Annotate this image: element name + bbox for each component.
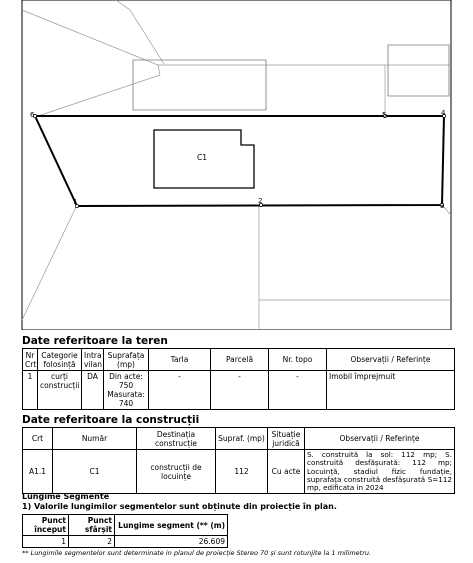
point-label: 5	[382, 111, 387, 119]
segments-subtitle: 1) Valorile lungimilor segmentelor sunt obținute din proiecție în plan.	[22, 502, 337, 511]
point-label: 1	[73, 198, 78, 206]
suprafata-masurata: Masurata: 740	[107, 390, 145, 408]
col-header: Nr Crt	[23, 349, 38, 371]
cell-tarla: -	[149, 371, 211, 410]
point-label: 4	[441, 109, 446, 117]
suprafata-acte: Din acte: 750	[109, 372, 143, 390]
col-header: Punct sfârșit	[69, 515, 115, 536]
cell-intravilan: DA	[82, 371, 104, 410]
footnote: ** Lungimile segmentelor sunt determinate in planul de proiecție Stereo 70 și sunt rotunjite la 1 milimetru.	[22, 549, 372, 557]
table-header-row	[23, 428, 455, 450]
point-label: 3	[440, 202, 445, 210]
point-label: 6	[30, 111, 35, 119]
cell-observatii: S. construită la sol: 112 mp; S. construită desfășurată: 112 mp; Locuință, stadiul fizic fundație, suprafața construită desfășurată S=112 mp, edificata in 2024	[305, 450, 455, 494]
cell-suprafata: 112	[216, 450, 268, 494]
point-label: 2	[258, 197, 263, 205]
table-row	[23, 371, 455, 410]
table-header-row	[23, 515, 228, 536]
table-row	[23, 450, 455, 494]
cell-observatii: Imobil împrejmuit	[327, 371, 455, 410]
col-header: Tarla	[149, 349, 211, 371]
col-header: Categorie folosință	[38, 349, 82, 371]
col-header: Crt	[23, 428, 53, 450]
teren-table	[22, 348, 455, 410]
col-header: Parcelă	[211, 349, 269, 371]
cell-end: 2	[69, 536, 115, 548]
col-header: Suprafața (mp)	[104, 349, 149, 371]
cell-length: 26.609	[115, 536, 228, 548]
section-title-teren: Date referitoare la teren	[22, 335, 168, 347]
cell-situatie: Cu acte	[268, 450, 305, 494]
cell-numar: C1	[53, 450, 137, 494]
col-header: Nr. topo	[269, 349, 327, 371]
building-label: C1	[197, 153, 208, 162]
col-header: Intra vilan	[82, 349, 104, 371]
table-header-row	[23, 349, 455, 371]
col-header: Observații / Referințe	[305, 428, 455, 450]
cell-nr: 1	[23, 371, 38, 410]
cell-destinatia: construcții de locuințe	[137, 450, 216, 494]
cell-categorie: curți construcții	[38, 371, 82, 410]
col-header: Destinația construcție	[137, 428, 216, 450]
cell-suprafata	[104, 371, 149, 410]
segments-table	[22, 514, 228, 548]
constructii-table	[22, 427, 455, 494]
cell-start: 1	[23, 536, 69, 548]
col-header: Lungime segment (** (m)	[115, 515, 228, 536]
table-row	[23, 536, 228, 548]
cell-nr-topo: -	[269, 371, 327, 410]
col-header: Supraf. (mp)	[216, 428, 268, 450]
section-title-constructii: Date referitoare la construcții	[22, 414, 200, 426]
cell-parcela: -	[211, 371, 269, 410]
col-header: Observații / Referințe	[327, 349, 455, 371]
segments-title: Lungime Segmente	[22, 492, 110, 501]
col-header: Număr	[53, 428, 137, 450]
col-header: Punct început	[23, 515, 69, 536]
cell-crt: A1.1	[23, 450, 53, 494]
col-header: Situație juridică	[268, 428, 305, 450]
